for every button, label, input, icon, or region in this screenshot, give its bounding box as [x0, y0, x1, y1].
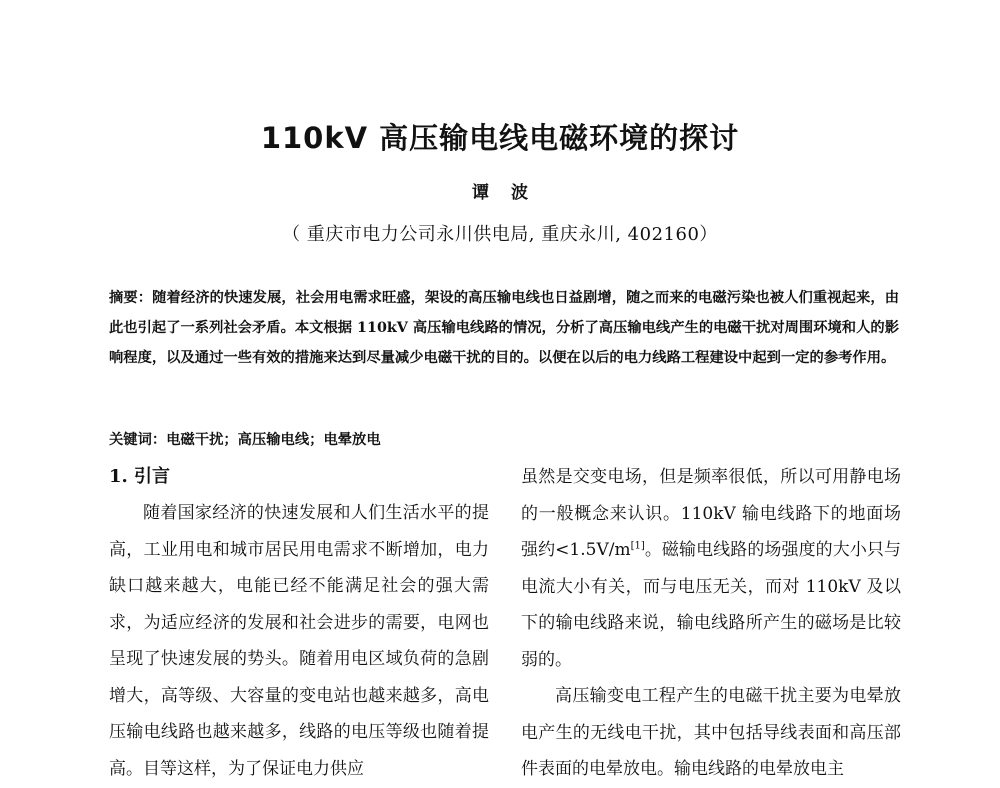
- field-strength-paragraph: [521, 459, 901, 678]
- abstract: [109, 283, 899, 373]
- keywords-text: 电磁干扰；高压输电线；电晕放电: [166, 432, 381, 448]
- abstract-label: 摘要：: [109, 290, 153, 306]
- author-name: 谭波: [472, 183, 550, 203]
- author-affiliation: （ 重庆市电力公司永川供电局, 重庆永川, 402160）: [282, 224, 718, 245]
- right-column: [521, 459, 901, 788]
- corona-paragraph: 高压输变电工程产生的电磁干扰主要为电晕放电产生的无线电干扰，其中包括导线表面和高压部件表面的电晕放电。输电线路的电晕放电主: [521, 686, 901, 779]
- intro-paragraph: 随着国家经济的快速发展和人们生活水平的提高，工业用电和城市居民用电需求不断增加，电力缺口越来越大，电能已经不能满足社会的强大需求，为适应经济的发展和社会进步的需要，电网也呈现了快速发展的势头。随着用电区域负荷的急剧增大，高等级、大容量的变电站也越来越多，高电压输电线路也越来越多，线路的电压等级也随着提高。目等这样，为了保证电力供应: [109, 503, 489, 779]
- citation-ref[interactable]: [1]: [630, 540, 645, 552]
- left-column: [109, 459, 489, 787]
- section-heading-introduction: 1. 引言: [109, 466, 171, 487]
- keywords: [109, 429, 899, 449]
- keywords-label: 关键词：: [109, 432, 167, 448]
- abstract-text: 随着经济的快速发展，社会用电需求旺盛，架设的高压输电线也日益剧增，随之而来的电磁污染也被人们重视起来，由此也引起了一系列社会矛盾。本文根据 110kV 高压输电线路的情况，分析了高压输电线产生的电磁干扰对周围环境和人的影响程度，以及通过一些有效的措施来达到尽量减少电磁干扰的目的。以便在以后的电力线路工程建设中起到一定的参考作用。: [109, 290, 900, 366]
- paper-title: 110kV 高压输电线电磁环境的探讨: [260, 121, 740, 155]
- field-strength-text-a: 虽然是交变电场，但是频率很低，所以可用静电场的一般概念来认识。110kV 输电线路下的地面场强约<1.5V/m: [521, 467, 901, 560]
- field-strength-text-b: 。磁输电线路的场强度的大小只与电流大小有关，而与电压无关，而对 110kV 及以下的输电线路来说，输电线路所产生的磁场是比较弱的。: [521, 540, 902, 670]
